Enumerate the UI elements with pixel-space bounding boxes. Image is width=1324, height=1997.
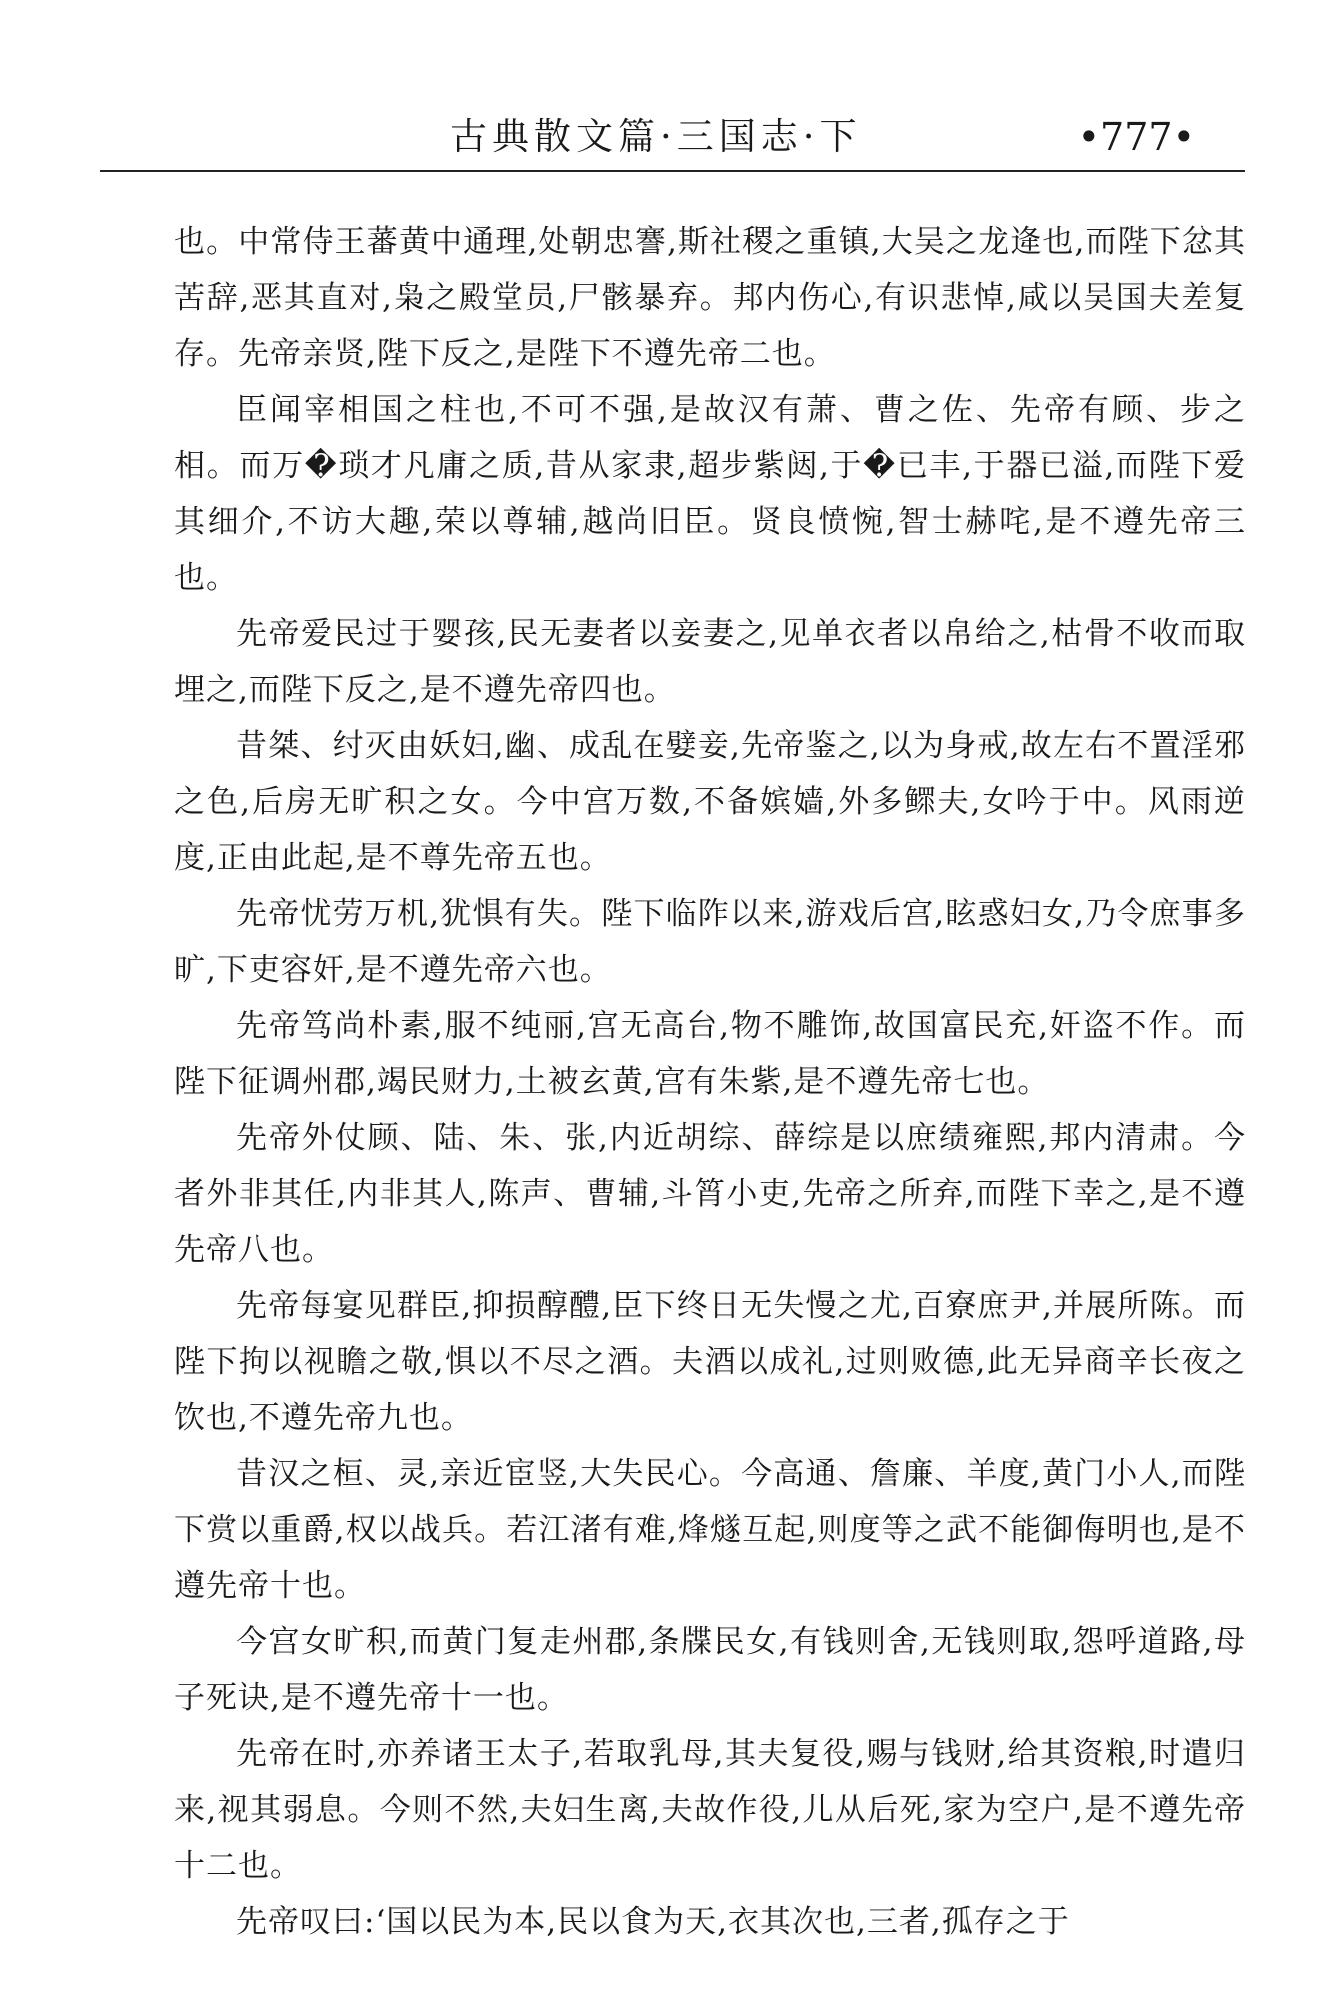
page-number: •777• xyxy=(1077,115,1195,159)
paragraph: 先帝笃尚朴素,服不纯丽,宫无高台,物不雕饰,故国富民充,奸盗不作。而陛下征调州郡,竭民财力,土被玄黄,宫有朱紫,是不遵先帝七也。 xyxy=(174,1008,1246,1100)
running-header xyxy=(100,108,1245,166)
paragraph: 昔桀、纣灭由妖妇,幽、成乱在嬖妾,先帝鉴之,以为身戒,故左右不置淫邪之色,后房无旷积之女。今中宫万数,不备嫔嫱,外多鳏夫,女吟于中。风雨逆度,正由此起,是不尊先帝五也。 xyxy=(174,728,1246,876)
paragraph: 先帝在时,亦养诸王太子,若取乳母,其夫复役,赐与钱财,给其资粮,时遣归来,视其弱息。今则不然,夫妇生离,夫故作役,儿从后死,家为空户,是不遵先帝十二也。 xyxy=(174,1736,1246,1884)
paragraph: 先帝每宴见群臣,抑损醇醴,臣下终日无失慢之尤,百寮庶尹,并展所陈。而陛下拘以视瞻之敬,惧以不尽之酒。夫酒以成礼,过则败德,此无异商辛长夜之饮也,不遵先帝九也。 xyxy=(174,1288,1246,1436)
paragraph: 先帝外仗顾、陆、朱、张,内近胡综、薛综是以庶绩雍熙,邦内清肃。今者外非其任,内非其人,陈声、曹辅,斗筲小吏,先帝之所弃,而陛下幸之,是不遵先帝八也。 xyxy=(174,1120,1246,1268)
paragraph: 今宫女旷积,而黄门复走州郡,条牒民女,有钱则舍,无钱则取,怨呼道路,母子死诀,是不遵先帝十一也。 xyxy=(174,1624,1246,1716)
running-header-title: 古典散文篇·三国志·下 xyxy=(450,115,862,158)
paragraph: 先帝爱民过于婴孩,民无妻者以妾妻之,见单衣者以帛给之,枯骨不收而取埋之,而陛下反之,是不遵先帝四也。 xyxy=(174,616,1246,708)
paragraph: 先帝忧劳万机,犹惧有失。陛下临阼以来,游戏后宫,眩惑妇女,乃令庶事多旷,下吏容奸,是不遵先帝六也。 xyxy=(174,896,1246,988)
paragraph: 先帝叹曰:‘国以民为本,民以食为天,衣其次也,三者,孤存之于 xyxy=(236,1904,1070,1940)
paragraph: 昔汉之桓、灵,亲近宦竖,大失民心。今高通、詹廉、羊度,黄门小人,而陛下赏以重爵,权以战兵。若江渚有难,烽燧互起,则度等之武不能御侮明也,是不遵先帝十也。 xyxy=(174,1456,1246,1604)
paragraph: 臣闻宰相国之柱也,不可不强,是故汉有萧、曹之佐、先帝有顾、步之相。而万�琐才凡庸之质,昔从家隶,超步紫闼,于�已丰,于器已溢,而陛下爱其细介,不访大趣,荣以尊辅,越尚旧臣。贤良愤惋,智士赫咤,是不遵先帝三也。 xyxy=(174,392,1246,596)
paragraph: 也。中常侍王蕃黄中通理,处朝忠謇,斯社稷之重镇,大吴之龙逄也,而陛下忿其苦辞,恶其直对,枭之殿堂员,尸骸暴弃。邦内伤心,有识悲悼,咸以吴国夫差复存。先帝亲贤,陛下反之,是陛下不遵先帝二也。 xyxy=(174,224,1246,372)
body-text xyxy=(174,214,1246,1950)
header-rule xyxy=(100,170,1245,172)
